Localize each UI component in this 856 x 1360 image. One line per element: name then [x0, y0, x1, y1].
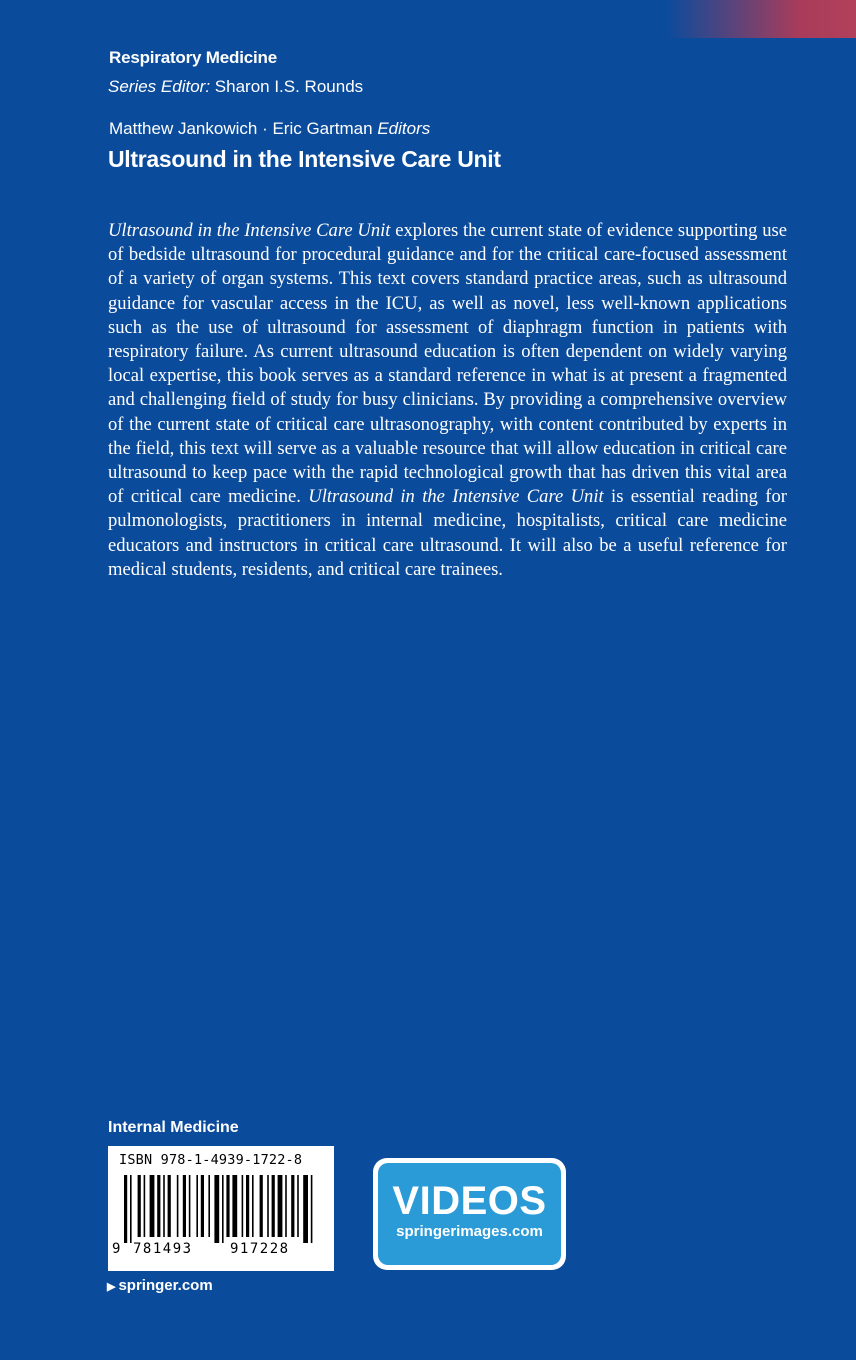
barcode-bar — [278, 1175, 283, 1237]
barcode-bar — [226, 1175, 229, 1237]
videos-badge[interactable] — [373, 1158, 566, 1270]
blurb-title-italic: Ultrasound in the Intensive Care Unit — [108, 220, 391, 241]
barcode-digits-right: 917228 — [230, 1241, 290, 1257]
barcode-bar — [138, 1175, 141, 1237]
isbn-label: ISBN 978-1-4939-1722-8 — [119, 1152, 303, 1168]
springer-link[interactable] — [107, 1277, 213, 1294]
videos-word: VIDEOS — [392, 1179, 547, 1223]
book-title: Ultrasound in the Intensive Care Unit — [108, 146, 501, 172]
barcode-bar — [272, 1175, 275, 1237]
barcode-bar — [163, 1175, 165, 1237]
videos-badge-inner — [378, 1163, 561, 1265]
barcode-bar — [150, 1175, 155, 1237]
barcode-bar — [196, 1175, 198, 1237]
barcode-bar — [311, 1175, 313, 1243]
barcode-bar — [201, 1175, 204, 1237]
book-editors — [109, 119, 430, 139]
barcode-bar — [177, 1175, 179, 1237]
corner-accent — [666, 0, 856, 38]
barcode-bar — [157, 1175, 160, 1237]
barcode-bar — [168, 1175, 171, 1237]
series-editor-name: Sharon I.S. Rounds — [214, 77, 364, 96]
barcode-digit-lead: 9 — [112, 1241, 122, 1257]
subject-category: Internal Medicine — [108, 1119, 239, 1136]
book-description — [108, 219, 787, 582]
barcode-bar — [291, 1175, 294, 1237]
barcode-bar — [252, 1175, 254, 1237]
videos-url: springerimages.com — [396, 1223, 543, 1240]
blurb-title-italic-2: Ultrasound in the Intensive Care Unit — [308, 486, 604, 508]
barcode-bar — [297, 1175, 299, 1237]
editor-names: Matthew Jankowich · Eric Gartman — [109, 119, 373, 138]
barcode-bar — [260, 1175, 263, 1237]
series-title: Respiratory Medicine — [109, 48, 277, 67]
barcode-bar — [189, 1175, 191, 1237]
series-editor-label: Series Editor: — [108, 77, 211, 96]
series-editor — [108, 77, 363, 97]
barcode-bar — [285, 1175, 287, 1237]
isbn-barcode — [108, 1146, 334, 1271]
blurb-part-2: is essential reading for pulmonologists, practitioners in internal medicine, hospitalists, critical care medicine educators and instructors in critical care ultrasound. It will also be a useful reference for medical students, residents, and critical care trainees. — [108, 486, 787, 580]
barcode-bars — [124, 1175, 318, 1243]
blurb-part-1: explores the current state of evidence supporting use of bedside ultrasound for procedural guidance and for the critical care-focused assessment of a variety of organ systems. This text covers standard practice areas, such as ultrasound guidance for vascular access in the ICU, as well as novel, less well-known applications such as the use of ultrasound for assessment of diaphragm function in patients with respiratory failure. As current ultrasound education is often dependent on widely varying local expertise, this book serves as a standard reference in what is at present a fragmented and challenging field of study for busy clinicians. By providing a comprehensive overview of the current state of critical care ultrasonography, with content contributed by experts in the field, this text will serve as a valuable resource that will allow education in critical care ultrasound to keep pace with the rapid technological growth that has driven this vital area of critical care medicine. — [108, 220, 787, 508]
barcode-bar — [214, 1175, 219, 1243]
barcode-bar — [267, 1175, 269, 1237]
play-arrow-icon: ▶ — [107, 1281, 116, 1293]
barcode-digits-left: 781493 — [133, 1241, 193, 1257]
barcode-bar — [232, 1175, 237, 1237]
barcode-bar — [208, 1175, 210, 1237]
barcode-bar — [222, 1175, 224, 1243]
barcode-bar — [246, 1175, 249, 1237]
barcode-bar — [130, 1175, 132, 1243]
editors-label: Editors — [377, 119, 431, 138]
barcode-bar — [242, 1175, 244, 1237]
springer-url-text: springer.com — [118, 1277, 213, 1294]
barcode-bar — [183, 1175, 186, 1237]
barcode-bar — [124, 1175, 127, 1243]
barcode-bar — [144, 1175, 146, 1237]
barcode-bar — [303, 1175, 308, 1243]
